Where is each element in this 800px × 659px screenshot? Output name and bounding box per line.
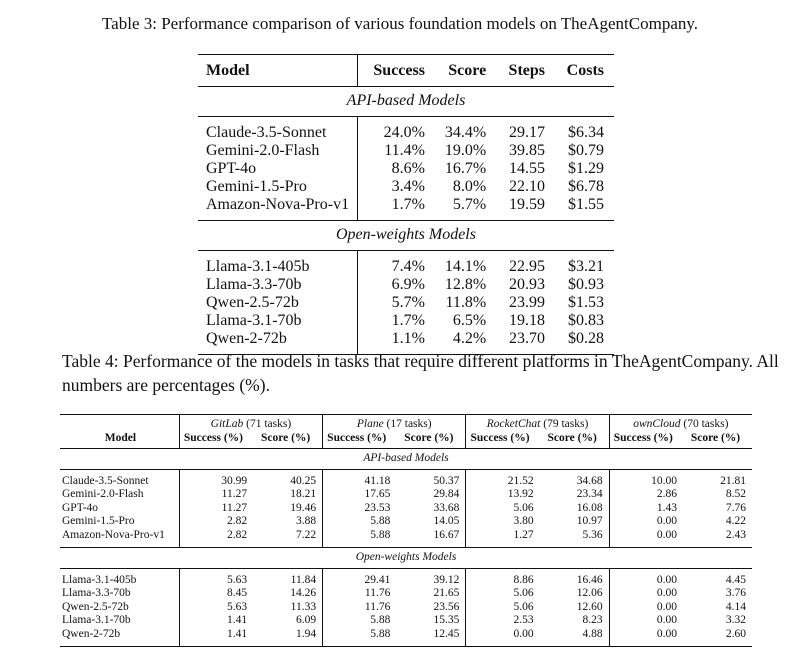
plane-success: 23.53	[364, 501, 391, 514]
plane-success: 17.65	[364, 488, 391, 500]
cost-value: $6.78	[568, 178, 604, 195]
cost-value: $0.93	[568, 276, 604, 293]
gitlab-success: 2.82	[226, 515, 248, 527]
owncloud-success: 0.00	[656, 528, 677, 541]
table3	[198, 54, 614, 355]
success-value: 5.7%	[391, 294, 425, 311]
steps-value: 14.55	[509, 160, 545, 177]
table4-caption: Table 4: Performance of the models in tasks that require different platforms in TheAgentCompany. All numbers are percentages (%).	[62, 351, 779, 395]
plane-score: 15.35	[398, 614, 465, 628]
score-value: 16.7%	[444, 160, 487, 177]
plane-success: 5.88	[370, 614, 391, 626]
header-score: Score (%)	[542, 432, 609, 449]
plane-success: 11.76	[364, 600, 391, 613]
plane-success: 5.88	[323, 628, 399, 647]
owncloud-score: 21.81	[685, 469, 752, 488]
owncloud-score: 3.76	[725, 587, 746, 599]
table-row	[198, 196, 614, 221]
score-value: 14.1%	[429, 251, 490, 277]
cost-value: $0.79	[568, 142, 604, 159]
table-row	[60, 628, 752, 647]
gitlab-success: 1.41	[226, 614, 248, 626]
rocketchat-success: 3.80	[513, 515, 534, 527]
rocketchat-score: 4.88	[542, 628, 609, 647]
table3-section-title: API-based Models	[346, 92, 466, 109]
plane-score: 50.37	[398, 469, 465, 488]
header-success: Success (%)	[609, 432, 685, 449]
table-row	[198, 142, 614, 160]
gitlab-score: 1.94	[255, 628, 322, 647]
rocketchat-score: 34.68	[542, 469, 609, 488]
owncloud-score: 2.43	[725, 528, 746, 541]
rocketchat-success: 5.06	[513, 600, 534, 613]
steps-value: 20.93	[509, 276, 545, 293]
table3-header-row	[198, 55, 614, 87]
gitlab-score: 3.88	[255, 515, 322, 529]
table-row	[198, 160, 614, 178]
model-name: GPT-4o	[198, 160, 357, 178]
rocketchat-success: 0.00	[466, 628, 542, 647]
steps-value: 19.18	[509, 312, 545, 329]
success-value: 1.7%	[391, 312, 425, 329]
group-name: Plane	[356, 418, 384, 430]
table3-section-title: Open-weights Models	[198, 221, 614, 251]
model-name: Llama-3.1-405b	[198, 251, 357, 277]
steps-value: 23.99	[509, 294, 545, 311]
model-name: Llama-3.1-70b	[198, 312, 357, 330]
gitlab-score: 18.21	[255, 488, 322, 502]
model-name: Llama-3.3-70b	[198, 276, 357, 294]
rocketchat-success: 1.27	[513, 528, 534, 541]
gitlab-success: 2.82	[226, 528, 248, 541]
plane-success: 5.88	[370, 515, 391, 527]
table3-header-steps: Steps	[490, 55, 549, 87]
group-gitlab	[179, 415, 322, 432]
plane-score: 14.05	[398, 515, 465, 529]
owncloud-success: 0.00	[609, 568, 685, 587]
table4-header-model: Model	[60, 432, 179, 449]
rocketchat-score: 8.23	[542, 614, 609, 628]
model-name: Gemini-1.5-Pro	[198, 178, 357, 196]
owncloud-score: 2.60	[685, 628, 752, 647]
gitlab-score: 19.46	[255, 502, 322, 516]
table-row	[60, 469, 752, 488]
rocketchat-success: 2.53	[513, 614, 534, 626]
score-value: 12.8%	[444, 276, 487, 293]
plane-success: 11.76	[364, 587, 391, 599]
model-name: Claude-3.5-Sonnet	[60, 469, 179, 488]
gitlab-score: 11.84	[255, 568, 322, 587]
gitlab-score: 40.25	[255, 469, 322, 488]
owncloud-success: 0.00	[656, 614, 677, 626]
header-score: Score (%)	[255, 432, 322, 449]
success-value: 8.6%	[391, 160, 425, 177]
table-row	[60, 601, 752, 615]
table-row	[198, 117, 614, 143]
plane-score: 39.12	[398, 568, 465, 587]
table3-header-costs: Costs	[549, 55, 614, 87]
gitlab-score: 11.33	[255, 601, 322, 615]
score-value: 6.5%	[452, 312, 487, 329]
gitlab-success: 5.63	[226, 600, 248, 613]
score-value: 8.0%	[452, 178, 487, 195]
header-success: Success (%)	[466, 432, 542, 449]
gitlab-success: 11.27	[221, 501, 248, 514]
group-plane	[323, 415, 466, 432]
plane-success: 5.88	[370, 528, 391, 541]
group-owncloud	[609, 415, 752, 432]
table-row	[60, 488, 752, 502]
model-name: Llama-3.3-70b	[60, 587, 179, 601]
owncloud-score: 4.14	[725, 600, 746, 613]
gitlab-score: 7.22	[255, 529, 322, 548]
plane-score: 21.65	[398, 587, 465, 601]
table4-section-header	[60, 449, 752, 470]
group-name: ownCloud	[633, 418, 681, 430]
rocketchat-score: 16.08	[542, 502, 609, 516]
success-value: 11.4%	[384, 142, 425, 159]
table3-section-header	[198, 87, 614, 117]
owncloud-score: 4.22	[725, 515, 746, 527]
score-value: 5.7%	[452, 196, 487, 213]
rocketchat-success: 5.06	[513, 501, 534, 514]
cost-value: $0.83	[568, 312, 604, 329]
cost-value: $3.21	[549, 251, 614, 277]
table3-header-score: Score	[429, 55, 490, 87]
model-name: Llama-3.1-70b	[60, 614, 179, 628]
model-name: Qwen-2-72b	[60, 628, 179, 647]
success-value: 1.7%	[391, 196, 425, 213]
table-row	[60, 502, 752, 516]
model-name: Qwen-2.5-72b	[198, 294, 357, 312]
table-row	[60, 529, 752, 548]
group-name: RocketChat	[486, 418, 541, 430]
plane-success: 41.18	[323, 469, 399, 488]
model-name: Gemini-2.0-Flash	[60, 488, 179, 502]
header-success: Success (%)	[179, 432, 255, 449]
table-row	[198, 251, 614, 277]
rocketchat-score: 12.60	[542, 601, 609, 615]
rocketchat-success: 21.52	[466, 469, 542, 488]
table4-group-header-row	[60, 415, 752, 432]
rocketchat-score: 23.34	[542, 488, 609, 502]
table-row	[198, 178, 614, 196]
table-row	[60, 587, 752, 601]
cost-value: $0.28	[549, 330, 614, 355]
owncloud-score: 8.52	[725, 488, 746, 500]
model-name: Gemini-2.0-Flash	[198, 142, 357, 160]
score-value: 19.0%	[444, 142, 487, 159]
model-name: GPT-4o	[60, 502, 179, 516]
table3-header-model: Model	[198, 55, 357, 87]
gitlab-success: 30.99	[179, 469, 255, 488]
model-name: Llama-3.1-405b	[60, 568, 179, 587]
steps-value: 39.85	[509, 142, 545, 159]
owncloud-success: 0.00	[656, 587, 677, 599]
success-value: 24.0%	[357, 117, 429, 143]
success-value: 7.4%	[357, 251, 429, 277]
table-row	[60, 568, 752, 587]
success-value: 1.1%	[357, 330, 429, 355]
model-name: Amazon-Nova-Pro-v1	[198, 196, 357, 221]
group-task-count: (79 tasks)	[543, 418, 589, 430]
plane-score: 16.67	[398, 529, 465, 548]
plane-success: 29.41	[323, 568, 399, 587]
plane-score: 23.56	[398, 601, 465, 615]
gitlab-success: 1.41	[179, 628, 255, 647]
score-value: 4.2%	[429, 330, 490, 355]
model-name: Qwen-2-72b	[198, 330, 357, 355]
table4-header-spacer	[60, 415, 179, 432]
rocketchat-score: 10.97	[542, 515, 609, 529]
owncloud-score: 3.32	[725, 614, 746, 626]
model-name: Amazon-Nova-Pro-v1	[60, 529, 179, 548]
score-value: 34.4%	[429, 117, 490, 143]
plane-score: 29.84	[398, 488, 465, 502]
table-row	[60, 515, 752, 529]
table-row	[198, 294, 614, 312]
table4-section-title: API-based Models	[363, 452, 449, 464]
cost-value: $1.53	[568, 294, 604, 311]
header-score: Score (%)	[685, 432, 752, 449]
rocketchat-success: 13.92	[507, 488, 534, 500]
steps-value: 22.95	[490, 251, 549, 277]
steps-value: 19.59	[509, 196, 545, 213]
header-success: Success (%)	[323, 432, 399, 449]
table3-caption: Table 3: Performance comparison of various foundation models on TheAgentCompany.	[101, 14, 699, 33]
group-rocketchat	[466, 415, 609, 432]
cost-value: $6.34	[549, 117, 614, 143]
table3-section-header	[198, 221, 614, 251]
group-task-count: (71 tasks)	[246, 418, 292, 430]
owncloud-success: 0.00	[656, 515, 677, 527]
table4-section-title: Open-weights Models	[60, 548, 752, 569]
owncloud-success: 0.00	[656, 600, 677, 613]
owncloud-success: 0.00	[609, 628, 685, 647]
rocketchat-score: 5.36	[542, 529, 609, 548]
group-task-count: (17 tasks)	[386, 418, 432, 430]
steps-value: 22.10	[509, 178, 545, 195]
owncloud-score: 4.45	[685, 568, 752, 587]
table4-subheader-row	[60, 432, 752, 449]
owncloud-score: 7.76	[725, 501, 746, 514]
cost-value: $1.55	[568, 196, 604, 213]
gitlab-score: 14.26	[255, 587, 322, 601]
table-row	[198, 276, 614, 294]
owncloud-success: 1.43	[656, 501, 677, 514]
rocketchat-score: 12.06	[542, 587, 609, 601]
gitlab-success: 5.63	[179, 568, 255, 587]
steps-value: 23.70	[490, 330, 549, 355]
model-name: Gemini-1.5-Pro	[60, 515, 179, 529]
group-task-count: (70 tasks)	[683, 418, 729, 430]
group-name: GitLab	[210, 418, 244, 430]
header-score: Score (%)	[398, 432, 465, 449]
cost-value: $1.29	[568, 160, 604, 177]
table-row	[60, 614, 752, 628]
rocketchat-score: 16.46	[542, 568, 609, 587]
owncloud-success: 10.00	[609, 469, 685, 488]
model-name: Claude-3.5-Sonnet	[198, 117, 357, 143]
success-value: 6.9%	[391, 276, 425, 293]
table3-header-success: Success	[357, 55, 429, 87]
steps-value: 29.17	[490, 117, 549, 143]
model-name: Qwen-2.5-72b	[60, 601, 179, 615]
gitlab-success: 8.45	[226, 587, 248, 599]
score-value: 11.8%	[445, 294, 487, 311]
rocketchat-success: 8.86	[466, 568, 542, 587]
gitlab-success: 11.27	[221, 488, 248, 500]
rocketchat-success: 5.06	[513, 587, 534, 599]
plane-score: 12.45	[398, 628, 465, 647]
table4-section-header	[60, 548, 752, 569]
gitlab-score: 6.09	[255, 614, 322, 628]
owncloud-success: 2.86	[656, 488, 677, 500]
table-row	[198, 312, 614, 330]
plane-score: 33.68	[398, 502, 465, 516]
success-value: 3.4%	[391, 178, 425, 195]
table4	[60, 414, 752, 647]
